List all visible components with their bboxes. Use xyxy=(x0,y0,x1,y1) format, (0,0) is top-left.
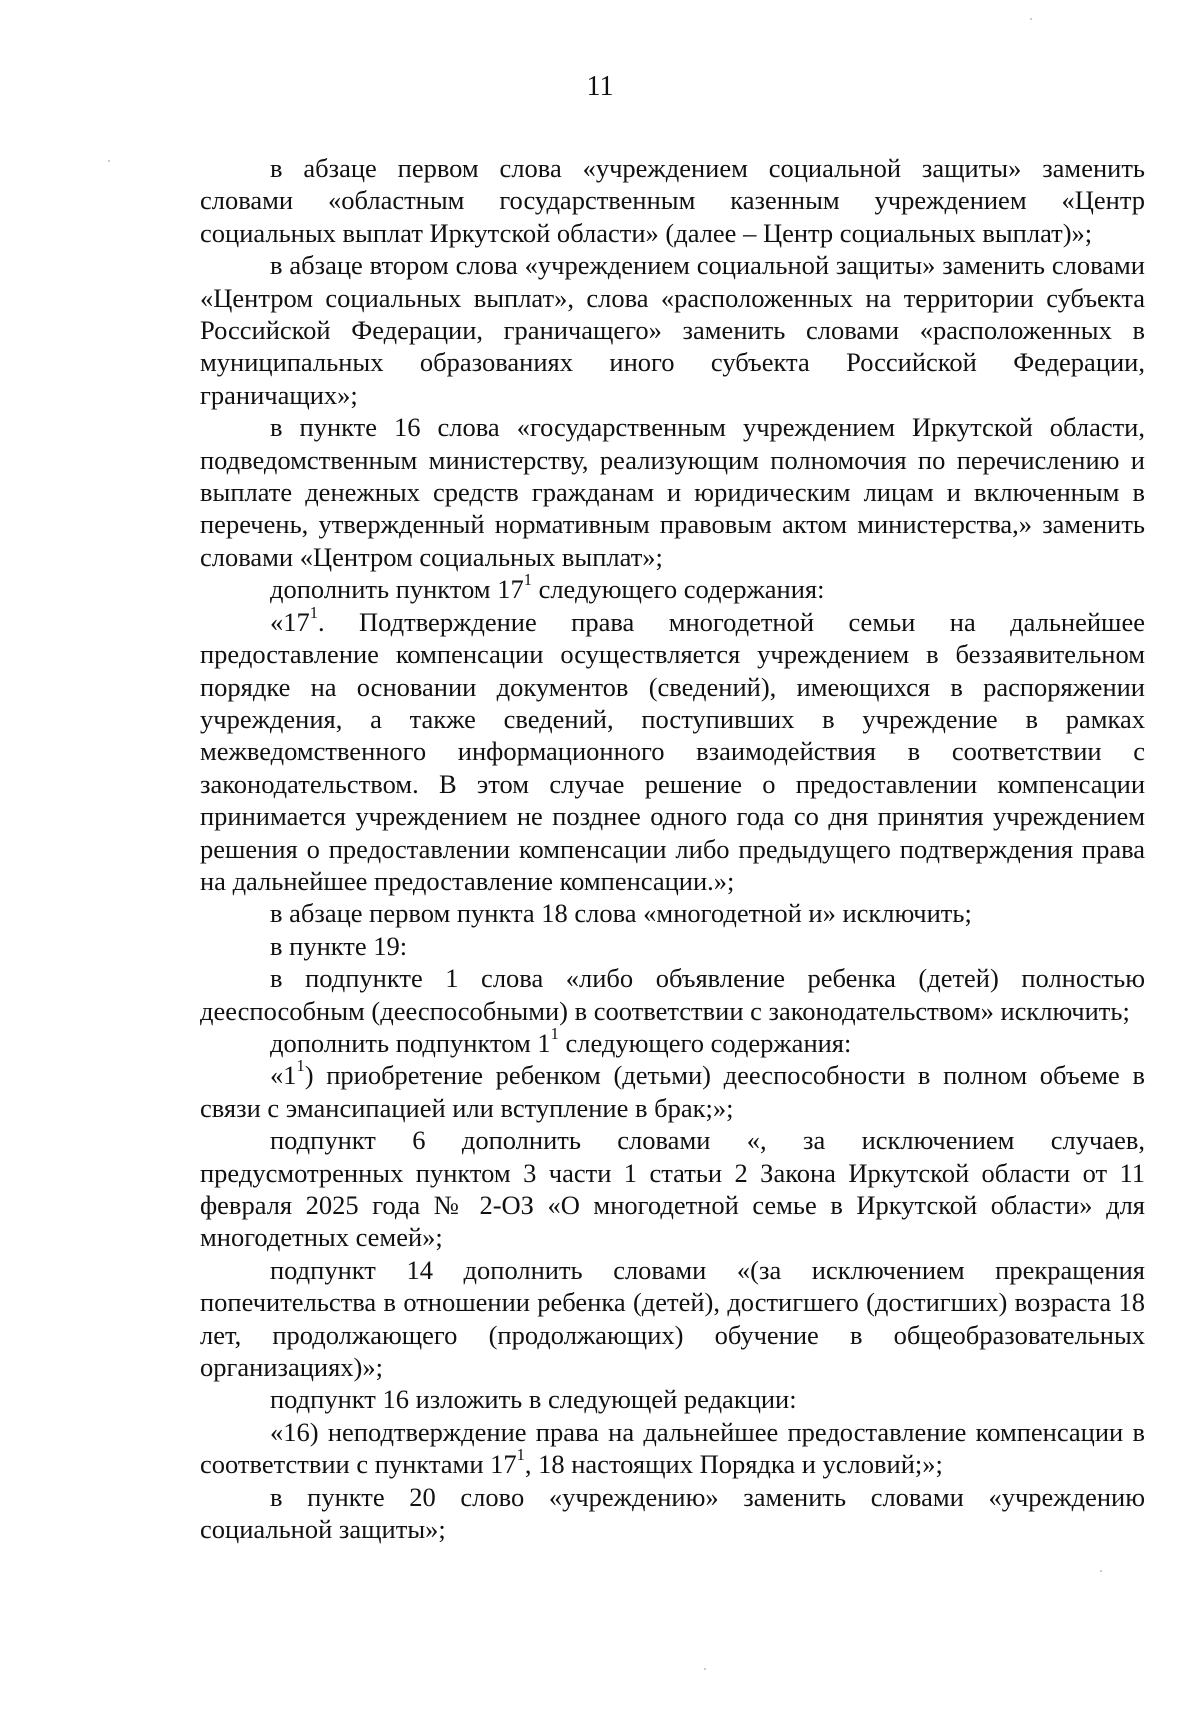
paragraph-text: в пункте 16 слова «государственным учреждением Иркутской области, подведомственным министерству, реализующим полномочия по перечислению и выплате денежных средств гражданам и юридическим лицам и включенным в перечень, утвержденный нормативным правовым актом министерства,» заменить словами «Центром социальных выплат»; xyxy=(200,412,1145,572)
superscript: 1 xyxy=(523,570,532,590)
paragraph-text: дополнить подпунктом 1 xyxy=(270,1027,551,1058)
superscript: 1 xyxy=(550,1023,559,1043)
paragraph xyxy=(200,962,1145,1027)
superscript: 1 xyxy=(296,1056,305,1076)
paragraph-text: следующего содержания: xyxy=(531,574,825,605)
page-number: 11 xyxy=(586,71,614,102)
paragraph-text: , 18 настоящих Порядка и условий;»; xyxy=(524,1449,943,1480)
superscript: 1 xyxy=(309,602,318,622)
paragraph-text: ) приобретение ребенком (детьми) дееспособности в полном объеме в связи с эмансипацией или вступление в брак;»; xyxy=(200,1060,1145,1123)
paragraph-text: следующего содержания: xyxy=(558,1027,852,1058)
paragraph-text: в пункте 19: xyxy=(270,930,408,961)
document-body xyxy=(200,152,1145,1545)
scan-speck xyxy=(1100,1570,1102,1572)
superscript: 1 xyxy=(516,1445,525,1465)
paragraph xyxy=(200,1481,1145,1546)
paragraph-text: в абзаце втором слова «учреждением социальной защиты» заменить словами «Центром социальных выплат», слова «расположенных на территории субъекта Российской Федерации, граничащего» заменить словами «расположенных в муниципальных образованиях иного субъекта Российской Федерации, граничащих»; xyxy=(200,250,1145,410)
paragraph xyxy=(200,930,1145,962)
paragraph xyxy=(200,1416,1145,1481)
paragraph xyxy=(200,1023,1145,1059)
paragraph xyxy=(200,1383,1145,1415)
scan-speck xyxy=(1030,18,1032,20)
paragraph xyxy=(200,602,1145,898)
paragraph-text: подпункт 6 дополнить словами «, за исключением случаев, предусмотренных пунктом 3 части 1 статьи 2 Закона Иркутской области от 11 февраля 2025 года № 2-ОЗ «О многодетной семье в Иркутской области» для многодетных семей»; xyxy=(200,1125,1145,1253)
paragraph xyxy=(200,249,1145,411)
paragraph-text: в абзаце первом слова «учреждением социальной защиты» заменить словами «областным государственным казенным учреждением «Центр социальных выплат Иркутской области» (далее – Центр социальных выплат)»; xyxy=(200,153,1145,248)
paragraph-text: подпункт 14 дополнить словами «(за исключением прекращения попечительства в отношении ребенка (детей), достигшего (достигших) возраста 18 лет, продолжающего (продолжающих) обучение в общеобразовательных организациях)»; xyxy=(200,1254,1145,1383)
paragraph-text: «16) неподтверждение права на дальнейшее предоставление компенсации в соответствии с пунктами 17 xyxy=(200,1416,1145,1480)
paragraph xyxy=(200,897,1145,929)
paragraph xyxy=(200,1056,1145,1124)
paragraph-text: в пункте 20 слово «учреждению» заменить словами «учреждению социальной защиты»; xyxy=(200,1481,1145,1545)
paragraph xyxy=(200,1254,1145,1384)
paragraph-text: подпункт 16 изложить в следующей редакции: xyxy=(270,1384,797,1415)
scan-speck xyxy=(108,160,110,162)
paragraph-text: в подпункте 1 слова «либо объявление ребенка (детей) полностью дееспособным (дееспособными) в соответствии с законодательством» исключить; xyxy=(200,963,1145,1026)
paragraph-text: . Подтверждение права многодетной семьи на дальнейшее предоставление компенсации осуществляется учреждением в беззаявительном порядке на основании документов (сведений), имеющихся в распоряжении учреждения, а также сведений, поступивших в учреждение в рамках межведомственного информационного взаимодействия в соответствии с законодательством. В этом случае решение о предоставлении компенсации принимается учреждением не позднее одного года со дня принятия учреждением решения о предоставлении компенсации либо предыдущего подтверждения права на дальнейшее предоставление компенсации.»; xyxy=(200,606,1145,896)
scan-speck xyxy=(704,1668,706,1670)
paragraph-text: «17 xyxy=(270,606,310,637)
paragraph xyxy=(200,152,1145,249)
paragraph xyxy=(200,1124,1145,1254)
paragraph-text: дополнить пунктом 17 xyxy=(270,574,524,605)
paragraph-text: в абзаце первом пункта 18 слова «многодетной и» исключить; xyxy=(270,898,972,929)
paragraph xyxy=(200,570,1145,605)
paragraph xyxy=(200,411,1145,573)
paragraph-text: «1 xyxy=(270,1060,297,1091)
